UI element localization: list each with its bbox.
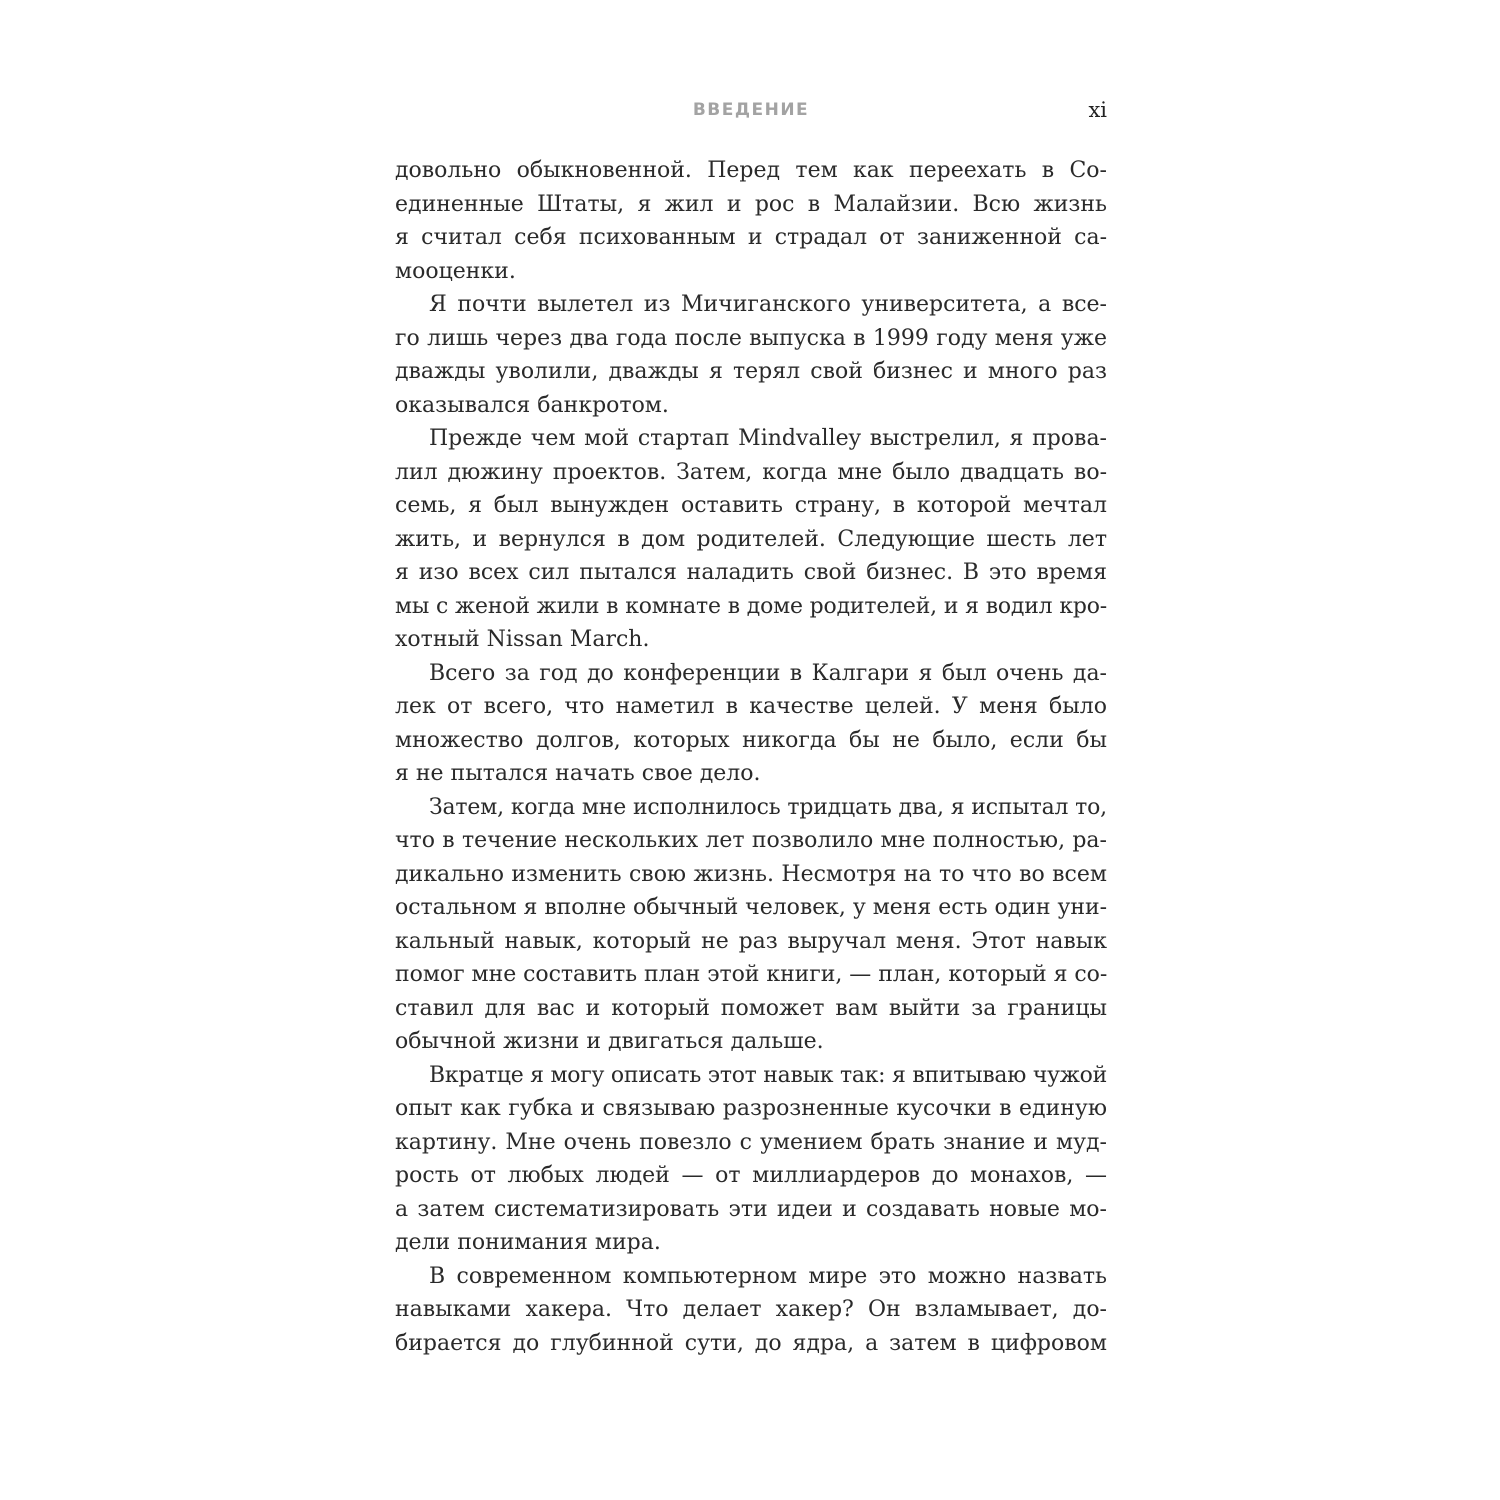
text-line: множество долгов, которых никогда бы не было, если бы (395, 727, 1107, 753)
text-line: единенные Штаты, я жил и рос в Малайзии. Всю жизнь (395, 191, 1107, 217)
paragraph (395, 1059, 1107, 1260)
text-line: опыт как губка и связываю разрозненные кусочки в единую (395, 1096, 1107, 1121)
body-text (395, 154, 1107, 1360)
page-number: xi (1088, 98, 1107, 122)
section-title: ВВЕДЕНИЕ (692, 100, 810, 120)
text-line: ставил для вас и который поможет вам выйти за границы (395, 995, 1107, 1021)
text-line: я изо всех сил пытался наладить свой бизнес. В это время (395, 560, 1107, 585)
text-line: рость от любых людей — от миллиардеров до монахов, — (395, 1163, 1107, 1188)
text-line: дважды уволили, дважды я терял свой бизнес и много раз (395, 359, 1107, 384)
running-head (395, 98, 1107, 128)
paragraph (395, 422, 1107, 657)
text-line: В современном компьютерном мире это можно назвать (429, 1263, 1107, 1289)
text-line: хотный Nissan March. (395, 627, 650, 652)
text-line: я считал себя психованным и страдал от заниженной са- (395, 225, 1107, 250)
text-line: Вкратце я могу описать этот навык так: я впитываю чужой (429, 1062, 1107, 1088)
text-line: лек от всего, что наметил в качестве целей. У меня было (395, 694, 1107, 719)
text-line: лил дюжину проектов. Затем, когда мне было двадцать во- (395, 459, 1107, 485)
paragraph (395, 1260, 1107, 1361)
text-line: что в течение нескольких лет позволило мне полностью, ра- (395, 828, 1107, 853)
text-line: Всего за год до конференции в Калгари я был очень да- (429, 660, 1107, 686)
text-line: помог мне составить план этой книги, — план, который я со- (395, 962, 1108, 987)
text-line: мы с женой жили в комнате в доме родителей, и я водил кро- (395, 593, 1107, 619)
text-line: картину. Мне очень повезло с умением брать знание и муд- (395, 1129, 1107, 1155)
text-line: Прежде чем мой стартап Mindvalley выстрелил, я прова- (429, 426, 1107, 451)
text-line: семь, я был вынужден оставить страну, в которой мечтал (395, 493, 1107, 518)
paragraph (395, 288, 1107, 422)
text-line: Я почти вылетел из Мичиганского университета, а все- (429, 292, 1107, 317)
text-line: обычной жизни и двигаться дальше. (395, 1029, 824, 1054)
text-line: оказывался банкротом. (395, 392, 669, 418)
text-line: го лишь через два года после выпуска в 1999 году меня уже (395, 325, 1107, 351)
text-line: бирается до глубинной сути, до ядра, а затем в цифровом (395, 1330, 1107, 1356)
text-line: кальный навык, который не раз выручал меня. Этот навык (395, 928, 1107, 954)
text-line: мооценки. (395, 258, 516, 284)
text-line: дели понимания мира. (395, 1230, 661, 1255)
text-line: навыками хакера. Что делает хакер? Он взламывает, до- (395, 1297, 1107, 1322)
text-line: дикально изменить свою жизнь. Несмотря на то что во всем (395, 861, 1107, 887)
text-line: я не пытался начать свое дело. (395, 761, 761, 786)
paragraph (395, 791, 1107, 1059)
paragraph (395, 154, 1107, 288)
text-line: жить, и вернулся в дом родителей. Следующие шесть лет (395, 526, 1107, 552)
text-line: довольно обыкновенной. Перед тем как переехать в Со- (395, 158, 1107, 183)
book-page (395, 0, 1107, 1500)
text-line: а затем систематизировать эти идеи и создавать новые мо- (395, 1196, 1107, 1222)
text-line: остальном я вполне обычный человек, у меня есть один уни- (395, 895, 1108, 920)
text-line: Затем, когда мне исполнилось тридцать два, я испытал то, (429, 794, 1107, 820)
paragraph (395, 657, 1107, 791)
